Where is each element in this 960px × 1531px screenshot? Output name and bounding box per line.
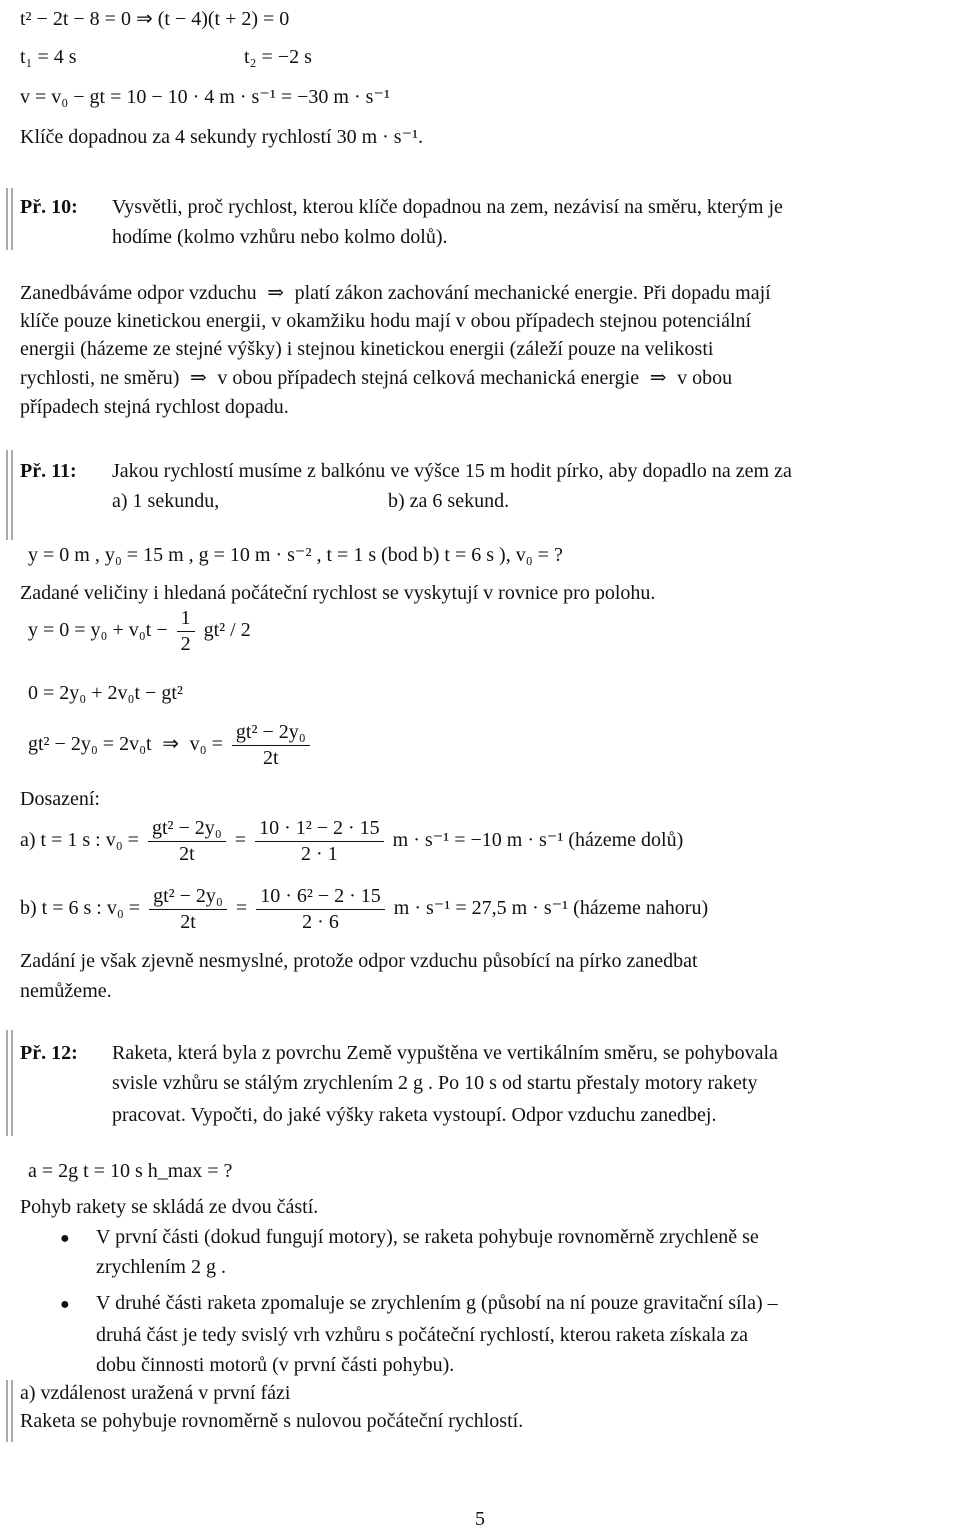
- implies-arrow-icon: ⇒: [190, 367, 207, 389]
- fraction-half: [177, 606, 195, 657]
- bullet2-line1: V druhé části raketa zpomaluje se zrychlením g (působí na ní pouze gravitační síla) –: [96, 1292, 778, 1314]
- bullet-icon: ●: [60, 1296, 70, 1313]
- fraction-numbers: [255, 816, 384, 867]
- implies-arrow-icon: ⇒: [162, 733, 179, 756]
- fraction-formula: [148, 816, 226, 867]
- eq1-right: gt² / 2: [203, 619, 251, 642]
- explanation-line3: energii (házeme ze stejné výšky) i stejnou kinetickou energii (záleží pouze na velikosti: [20, 338, 714, 360]
- equation-solve-v0: [28, 720, 314, 771]
- example-10-text-line1: Vysvětli, proč rychlost, kterou klíče dopadnou na zem, nezávisí na směru, kterým je: [112, 196, 783, 218]
- explanation-line1b: platí zákon zachování mechanické energie. Při dopadu mají: [294, 282, 771, 304]
- equation-position: [28, 606, 251, 657]
- answer-text: Klíče dopadnou za 4 sekundy rychlostí 30 m · s⁻¹.: [20, 126, 424, 148]
- eq3-v: v₀ =: [189, 733, 223, 756]
- text-uniform-acceleration: Raketa se pohybuje rovnoměrně s nulovou počáteční rychlostí.: [20, 1410, 524, 1432]
- example-11-label: Př. 11:: [20, 460, 77, 482]
- eq3-left: gt² − 2y₀ = 2v₀t: [28, 733, 152, 756]
- margin-bar: [6, 188, 13, 250]
- fraction-denominator: 2 · 1: [301, 843, 338, 865]
- note-line2: nemůžeme.: [20, 980, 112, 1002]
- bullet1-line1: V první části (dokud fungují motory), se raketa pohybuje rovnoměrně zrychleně se: [96, 1226, 759, 1248]
- fraction-denominator: 2t: [263, 747, 279, 769]
- margin-bar: [6, 450, 13, 540]
- sub-b-result: m · s⁻¹ = 27,5 m · s⁻¹ (házeme nahoru): [393, 897, 709, 920]
- example-10-label: Př. 10:: [20, 196, 78, 218]
- bullet1-line2: zrychlením 2 g .: [96, 1256, 226, 1278]
- example-12-text-line3: pracovat. Vypočti, do jaké výšky raketa vystoupí. Odpor vzduchu zanedbej.: [112, 1104, 717, 1126]
- fraction-formula: [149, 884, 227, 935]
- equation-roots-t2: t₂ = −2 s: [244, 46, 312, 68]
- substitution-b: [20, 884, 708, 935]
- explanation-line5: případech stejná rychlost dopadu.: [20, 396, 289, 418]
- fraction-denominator: 2: [180, 633, 191, 655]
- example-12-label: Př. 12:: [20, 1042, 78, 1064]
- explanation-line4b: v obou případech stejná celková mechanická energie: [217, 367, 640, 389]
- fraction-numerator: gt² − 2y₀: [149, 884, 227, 910]
- equation-velocity: v = v₀ − gt = 10 − 10 · 4 m · s⁻¹ = −30 m · s⁻¹: [20, 86, 390, 108]
- fraction-v0: [232, 720, 310, 771]
- fraction-numbers: [256, 884, 385, 935]
- sub-b-label: b) t = 6 s : v₀ =: [20, 897, 141, 920]
- eq1-left: y = 0 = y₀ + v₀t −: [28, 619, 168, 642]
- text-two-parts: Pohyb rakety se skládá ze dvou částí.: [20, 1196, 319, 1218]
- sub-a-result: m · s⁻¹ = −10 m · s⁻¹ (házeme dolů): [392, 829, 684, 852]
- dosazeni-label: Dosazení:: [20, 788, 100, 810]
- explanation-line1: [20, 282, 771, 305]
- subheading-first-phase: a) vzdálenost uražená v první fázi: [20, 1382, 291, 1404]
- substitution-a: [20, 816, 683, 867]
- implies-arrow-icon: ⇒: [267, 282, 284, 304]
- explanation-line2: klíče pouze kinetickou energii, v okamžiku hodu mají v obou případech stejnou potenciální: [20, 310, 752, 332]
- example-12-text-line1: Raketa, která byla z povrchu Země vypuštěna ve vertikálním směru, se pohybovala: [112, 1042, 778, 1064]
- fraction-denominator: 2 · 6: [302, 911, 339, 933]
- explanation-line1a: Zanedbáváme odpor vzduchu: [20, 282, 257, 304]
- sub-a-label: a) t = 1 s : v₀ =: [20, 829, 139, 852]
- example-10-text-line2: hodíme (kolmo vzhůru nebo kolmo dolů).: [112, 226, 448, 248]
- given-values-12: a = 2g t = 10 s h_max = ?: [28, 1160, 233, 1182]
- equation-quadratic: t² − 2t − 8 = 0 ⇒ (t − 4)(t + 2) = 0: [20, 8, 290, 30]
- equation-multiplied: 0 = 2y₀ + 2v₀t − gt²: [28, 682, 183, 704]
- equals-sign: =: [234, 829, 247, 852]
- example-12-text-line2: svisle vzhůru se stálým zrychlením 2 g . Po 10 s od startu přestaly motory rakety: [112, 1072, 758, 1094]
- text-position-equation: Zadané veličiny i hledaná počáteční rychlost se vyskytují v rovnice pro polohu.: [20, 582, 656, 604]
- page-number: 5: [475, 1508, 485, 1530]
- explanation-line4c: v obou: [677, 367, 733, 389]
- example-11-text-line1: Jakou rychlostí musíme z balkónu ve výšce 15 m hodit pírko, aby dopadlo na zem za: [112, 460, 792, 482]
- explanation-line4: [20, 367, 732, 390]
- fraction-denominator: 2t: [180, 911, 196, 933]
- note-line1: Zadání je však zjevně nesmyslné, protože odpor vzduchu působící na pírko zanedbat: [20, 950, 698, 972]
- fraction-numerator: 10 · 1² − 2 · 15: [255, 816, 384, 842]
- equation-roots-t1: t₁ = 4 s: [20, 46, 77, 68]
- fraction-numerator: gt² − 2y₀: [232, 720, 310, 746]
- explanation-line4a: rychlosti, ne směru): [20, 367, 180, 389]
- bullet-icon: ●: [60, 1230, 70, 1247]
- implies-arrow-icon: ⇒: [649, 367, 667, 389]
- margin-bar: [6, 1380, 13, 1442]
- example-11-option-b: b) za 6 sekund.: [388, 490, 510, 512]
- given-values: y = 0 m , y₀ = 15 m , g = 10 m · s⁻² , t = 1 s (bod b) t = 6 s ), v₀ = ?: [28, 544, 563, 566]
- margin-bar: [6, 1030, 13, 1136]
- bullet2-line2: druhá část je tedy svislý vrh vzhůru s počáteční rychlostí, kterou raketa získala za: [96, 1324, 748, 1346]
- fraction-numerator: 10 · 6² − 2 · 15: [256, 884, 385, 910]
- example-11-option-a: a) 1 sekundu,: [112, 490, 220, 512]
- fraction-numerator: gt² − 2y₀: [148, 816, 226, 842]
- equals-sign: =: [235, 897, 248, 920]
- fraction-denominator: 2t: [179, 843, 195, 865]
- bullet2-line3: dobu činnosti motorů (v první části pohybu).: [96, 1354, 455, 1376]
- fraction-numerator: 1: [177, 606, 195, 632]
